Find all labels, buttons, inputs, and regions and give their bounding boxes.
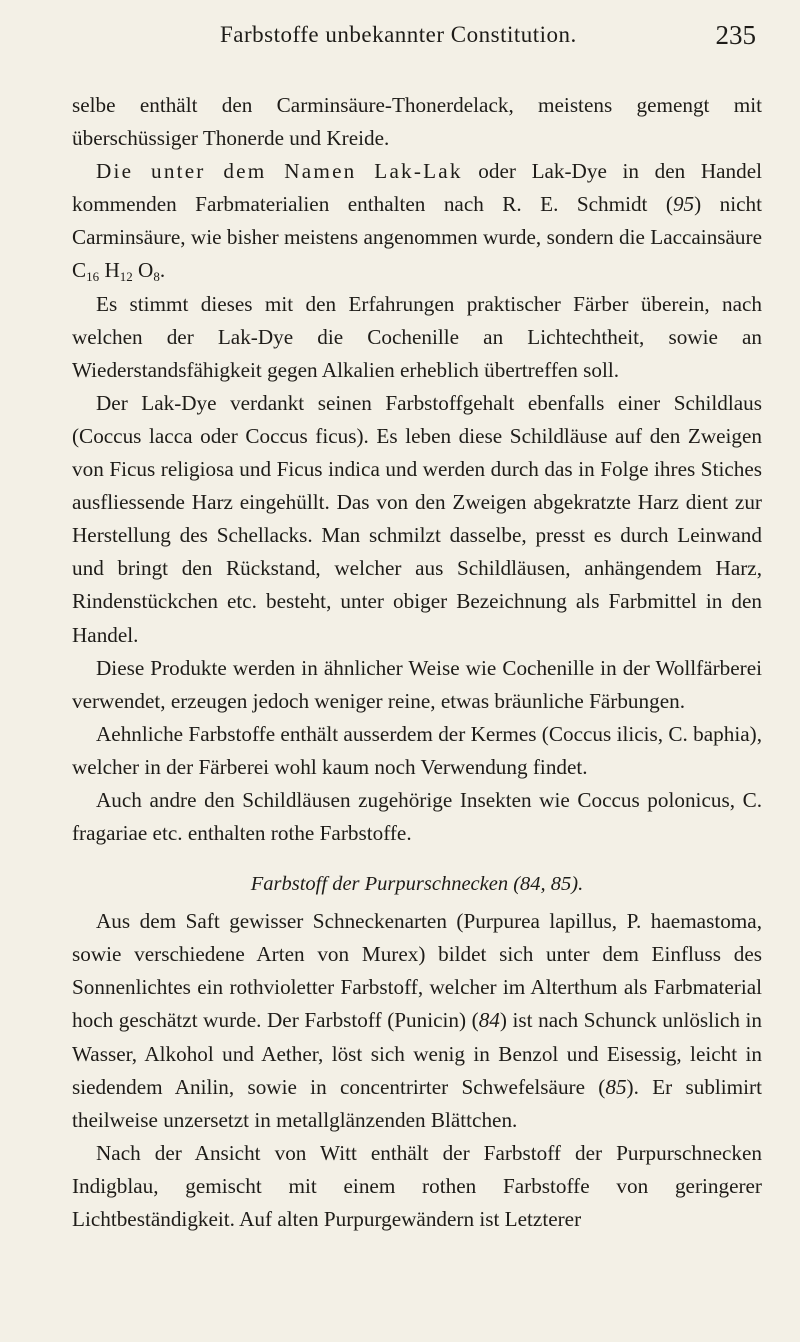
paragraph-4: Der Lak-Dye verdankt seinen Farbstoffgehalt ebenfalls einer Schildlaus (Coccus lacca oder Coccus ficus). Es leben diese Schildläuse auf den Zweigen von Ficus religiosa und Ficus indica und werden durch das in Folge ihres Stiches ausfliessende Harz eingehüllt. Das von den Zweigen abgekratzte Harz dient zur Herstellung des Schellacks. Man schmilzt dasselbe, presst es durch Leinwand und bringt den Rückstand, welcher aus Schildläusen, anhängendem Harz, Rindenstückchen etc. besteht, unter obiger Bezeichnung als Farbmittel in den Handel. (72, 390, 762, 647)
reference-number: 95 (672, 192, 695, 217)
reference-number: 84 (478, 1008, 500, 1033)
paragraph-2-text-a: oder Lak-Dye in den Handel kommenden Farbmaterialien enthalten nach R. E. Schmidt ( (72, 159, 763, 217)
paragraph-6: Aehnliche Farbstoffe enthält ausserdem der Kermes (Coccus ilicis, C. baphia), welcher in der Färberei wohl kaum noch Verwendung findet. (72, 721, 762, 779)
paragraph-7: Auch andre den Schildläusen zugehörige Insekten wie Coccus polonicus, C. fragariae etc. enthalten rothe Farbstoffe. (72, 787, 762, 846)
formula-subscript-o: 8 (153, 269, 160, 285)
page-number: 235 (715, 20, 756, 50)
paragraph-5: Diese Produkte werden in ähnlicher Weise wie Cochenille in der Wollfärberei verwendet, erzeugen jedoch weniger reine, etwas bräunliche Färbungen. (72, 655, 762, 713)
paragraph-8-text-a: Aus dem Saft gewisser Schneckenarten (Purpurea lapillus, P. haemastoma, sowie verschiedene Arten von Murex) bildet sich unter dem Einfluss des Sonnenlichtes ein rothvioletter Farbstoff, welcher im Alterthum als Farbmaterial hoch geschätzt wurde. Der Farbstoff (Punicin) ( (72, 909, 762, 1033)
paragraph-2-text-c: . (159, 258, 166, 283)
paragraph-3: Es stimmt dieses mit den Erfahrungen praktischer Färber überein, nach welchen der Lak-Dye die Cochenille an Lichtechtheit, sowie an Wiederstandsfähigkeit gegen Alkalien erheblich übertreffen soll. (72, 291, 762, 382)
body-text (72, 89, 762, 1236)
formula-element-o: O (132, 258, 154, 283)
paragraph-2-text-b: ) nicht Carminsäure, wie bisher meistens angenommen wurde, sondern die Laccainsäure C (72, 192, 763, 283)
paragraph-1: selbe enthält den Carminsäure-Thonerdelack, meistens gemengt mit überschüssiger Thonerde und Kreide. (72, 93, 762, 151)
paragraph-8 (72, 905, 762, 1137)
section-heading: Farbstoff der Purpurschnecken (84, 85). (250, 873, 584, 896)
formula-subscript-h: 12 (119, 269, 133, 285)
page-header (140, 22, 756, 56)
formula-element-h: H (99, 258, 120, 283)
spaced-lead: Die unter dem Namen Lak-Lak (96, 159, 463, 184)
reference-number: 85 (605, 1074, 627, 1099)
paragraph-2 (72, 155, 762, 287)
formula-subscript-c: 16 (86, 269, 100, 285)
paragraph-8-text-b: ) ist nach Schunck unlöslich in Wasser, Alkohol und Aether, löst sich wenig in Benzol und Eisessig, leicht in siedendem Anilin, sowie in concentrirter Schwefelsäure ( (72, 1008, 762, 1099)
paragraph-8-text-c: ). Er sublimirt theilweise unzersetzt in metallglänzenden Blättchen. (72, 1074, 762, 1132)
running-title: Farbstoffe unbekannter Constitution. (220, 22, 577, 47)
paragraph-9: Nach der Ansicht von Witt enthält der Farbstoff der Purpurschnecken Indigblau, gemischt mit einem rothen Farbstoffe von geringerer Lichtbeständigkeit. Auf alten Purpurgewändern ist Letzterer (72, 1140, 762, 1231)
